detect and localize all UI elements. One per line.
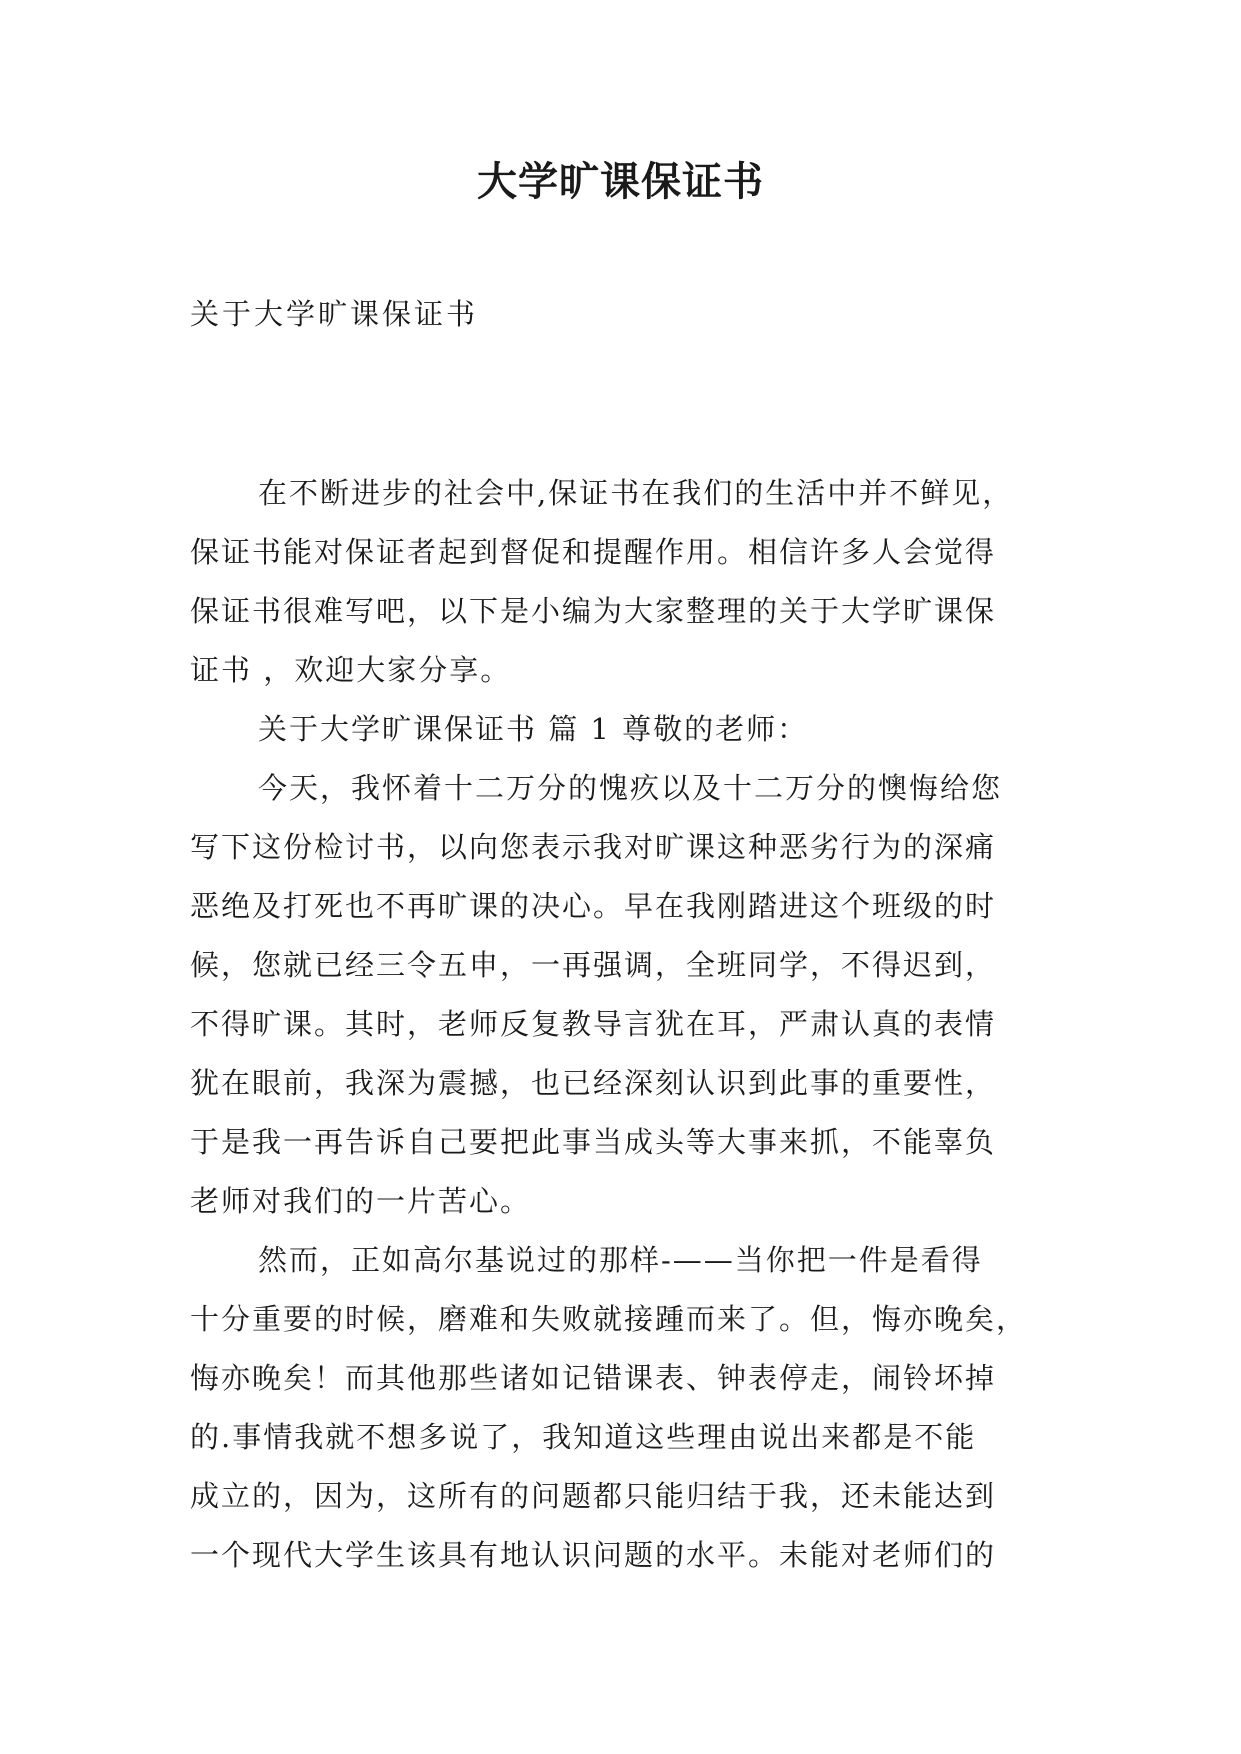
text-line: 老师对我们的一片苦心。 [190,1184,532,1218]
document-title: 大学旷课保证书 [477,159,764,205]
text-line: 今天，我怀着十二万分的愧疚以及十二万分的懊悔给您 [258,771,1003,805]
text-line: 的.事情我就不想多说了，我知道这些理由说出来都是不能 [190,1420,977,1454]
text-line: 保证书很难写吧，以下是小编为大家整理的关于大学旷课保 [190,594,997,628]
text-line: 不得旷课。其时，老师反复教导言犹在耳，严肃认真的表情 [190,1007,997,1041]
document-body [190,464,1050,1585]
text-line: 证书 ，欢迎大家分享。 [190,653,512,687]
text-line: 于是我一再告诉自己要把此事当成头等大事来抓，不能辜负 [190,1125,997,1159]
text-line: 十分重要的时候，磨难和失败就接踵而来了。但，悔亦晚矣， [190,1302,1028,1336]
text-line: 保证书能对保证者起到督促和提醒作用。相信许多人会觉得 [190,535,997,569]
text-line: 然而，正如高尔基说过的那样-——当你把一件是看得 [258,1243,983,1277]
text-line: 一个现代大学生该具有地认识问题的水平。未能对老师们的 [190,1538,997,1572]
text-line: 候，您就已经三令五申，一再强调，全班同学，不得迟到， [190,948,997,982]
paragraph-body-1 [190,759,1050,1231]
text-line: 恶绝及打死也不再旷课的决心。早在我刚踏进这个班级的时 [190,889,997,923]
text-line: 写下这份检讨书，以向您表示我对旷课这种恶劣行为的深痛 [190,830,997,864]
text-line: 犹在眼前，我深为震撼，也已经深刻认识到此事的重要性， [190,1066,997,1100]
paragraph-heading-1 [190,700,1050,759]
document-subtitle: 关于大学旷课保证书 [190,297,479,331]
paragraph-intro [190,464,1050,700]
text-line: 悔亦晚矣！而其他那些诸如记错课表、钟表停走，闹铃坏掉 [190,1361,997,1395]
text-line: 关于大学旷课保证书 篇 1 尊敬的老师： [258,712,809,746]
paragraph-body-2 [190,1231,1050,1585]
text-line: 成立的，因为，这所有的问题都只能归结于我，还未能达到 [190,1479,997,1513]
text-line: 在不断进步的社会中,保证书在我们的生活中并不鲜见， [258,476,1014,510]
